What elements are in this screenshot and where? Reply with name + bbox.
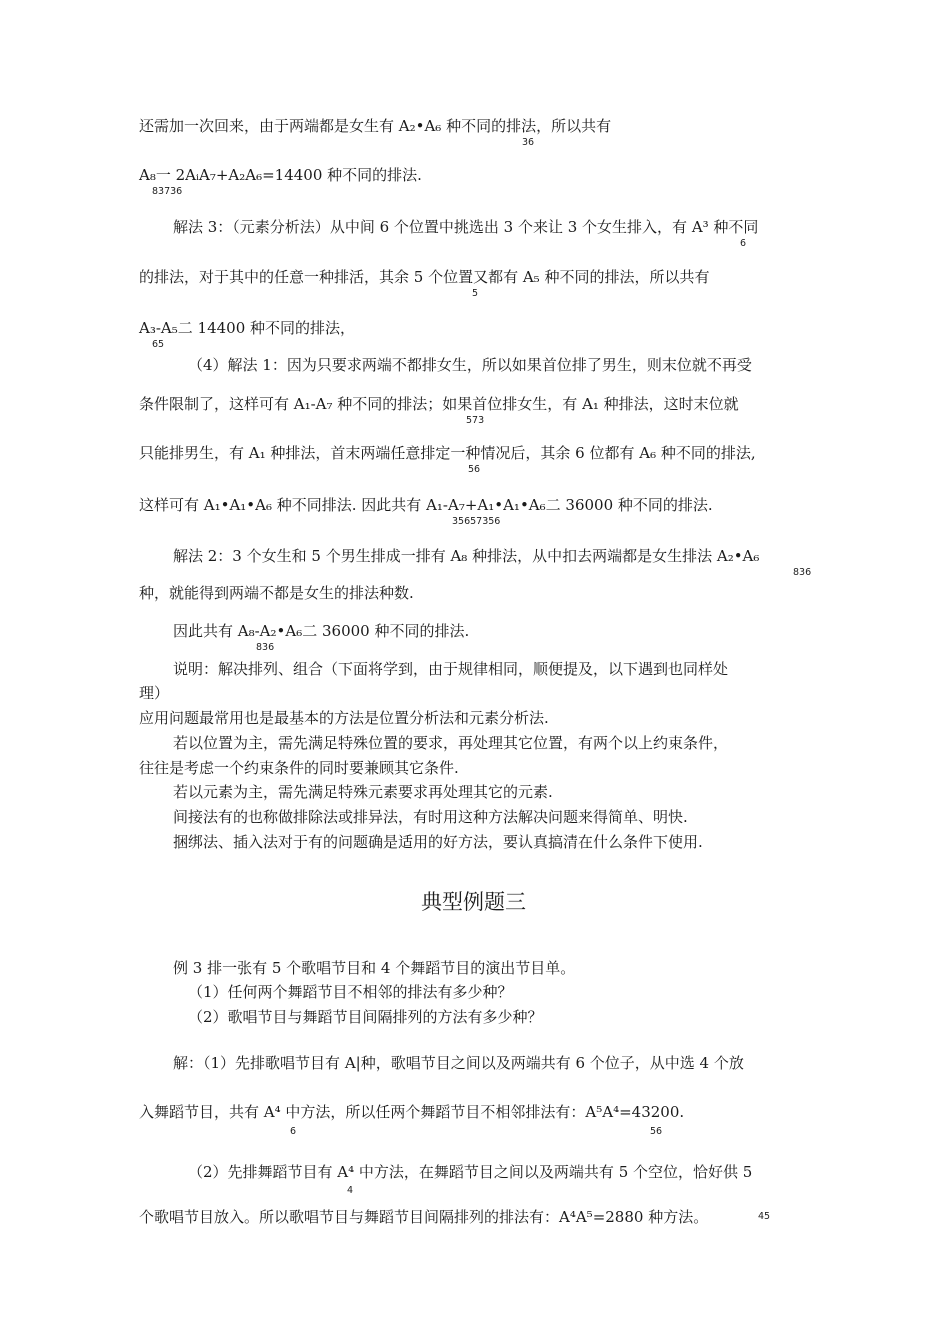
subscript-index: 56 <box>468 464 481 475</box>
text-line: 这样可有 A₁•A₁•A₆ 种不同排法. 因此共有 A₁-A₇+A₁•A₁•A₆二 36000 种不同的排法. <box>139 496 713 514</box>
subscript-index: 45 <box>758 1211 771 1222</box>
subscript-index: 836 <box>256 642 275 653</box>
subscript-index: 573 <box>466 415 485 426</box>
subscript-index: 36 <box>522 137 535 148</box>
text-line: 间接法有的也称做排除法或排异法，有时用这种方法解决问题来得简单、明快. <box>173 808 688 826</box>
text-line: 捆绑法、插入法对于有的问题确是适用的好方法，要认真搞清在什么条件下使用. <box>173 833 703 851</box>
subscript-index: 65 <box>152 339 165 350</box>
text-line: 解法 3：（元素分析法）从中间 6 个位置中挑选出 3 个来让 3 个女生排入，有 A³ 种不同 <box>173 218 759 236</box>
text-line: 的排法，对于其中的任意一种排活，其余 5 个位置又都有 A₅ 种不同的排法，所以共有 <box>139 268 710 286</box>
text-line: A₃-A₅二 14400 种不同的排法， <box>139 319 356 337</box>
text-line: 还需加一次回来，由于两端都是女生有 A₂•A₆ 种不同的排法，所以共有 <box>139 117 612 135</box>
text-line: 若以元素为主，需先满足特殊元素要求再处理其它的元素. <box>173 783 553 801</box>
subscript-index: 83736 <box>152 186 183 197</box>
text-line: 个歌唱节目放入。所以歌唱节目与舞蹈节目间隔排列的排法有：A⁴A⁵=2880 种方法。 <box>139 1208 709 1226</box>
text-line: 理） <box>139 684 170 702</box>
text-line: 例 3 排一张有 5 个歌唱节目和 4 个舞蹈节目的演出节目单。 <box>173 959 576 977</box>
text-line: （1）任何两个舞蹈节目不相邻的排法有多少种？ <box>188 983 513 1001</box>
text-line: 解法 2：3 个女生和 5 个男生排成一排有 A₈ 种排法，从中扣去两端都是女生排法 A₂•A₆ <box>173 547 760 565</box>
subscript-index: 35657356 <box>452 516 501 527</box>
subscript-index: 5 <box>472 288 479 299</box>
text-line: （4）解法 1：因为只要求两端不都排女生，所以如果首位排了男生，则末位就不再受 <box>188 356 752 374</box>
text-line: （2）先排舞蹈节目有 A⁴ 中方法，在舞蹈节目之间以及两端共有 5 个空位，恰好供 5 <box>188 1163 753 1181</box>
subscript-index: 836 <box>793 567 812 578</box>
section-heading: 典型例题三 <box>421 890 526 914</box>
subscript-index: 56 <box>650 1126 663 1137</box>
text-line: 因此共有 A₈-A₂•A₆二 36000 种不同的排法. <box>173 622 470 640</box>
text-line: 种，就能得到两端不都是女生的排法种数. <box>139 584 414 602</box>
text-line: 往往是考虑一个约束条件的同时要兼顾其它条件. <box>139 759 459 777</box>
text-line: 若以位置为主，需先满足特殊位置的要求，再处理其它位置，有两个以上约束条件， <box>173 734 729 752</box>
subscript-index: 6 <box>290 1126 297 1137</box>
text-line: 应用问题最常用也是最基本的方法是位置分析法和元素分析法. <box>139 709 549 727</box>
subscript-index: 4 <box>347 1185 354 1196</box>
text-line: 条件限制了，这样可有 A₁-A₇ 种不同的排法；如果首位排女生，有 A₁ 种排法，这时末位就 <box>139 395 739 413</box>
text-line: 解：（1）先排歌唱节目有 A|种，歌唱节目之间以及两端共有 6 个位子，从中选 4 个放 <box>173 1054 744 1072</box>
text-line: A₈一 2AᵢA₇+A₂A₆=14400 种不同的排法. <box>139 166 422 184</box>
subscript-index: 6 <box>740 238 747 249</box>
text-line: （2）歌唱节目与舞蹈节目间隔排列的方法有多少种？ <box>188 1008 543 1026</box>
text-line: 入舞蹈节目，共有 A⁴ 中方法，所以任两个舞蹈节目不相邻排法有：A⁵A⁴=43200. <box>139 1103 685 1121</box>
text-line: 只能排男生，有 A₁ 种排法，首末两端任意排定一种情况后，其余 6 位都有 A₆ 种不同的排法, <box>139 444 756 462</box>
text-line: 说明：解决排列、组合（下面将学到，由于规律相同，顺便提及，以下遇到也同样处 <box>173 660 729 678</box>
